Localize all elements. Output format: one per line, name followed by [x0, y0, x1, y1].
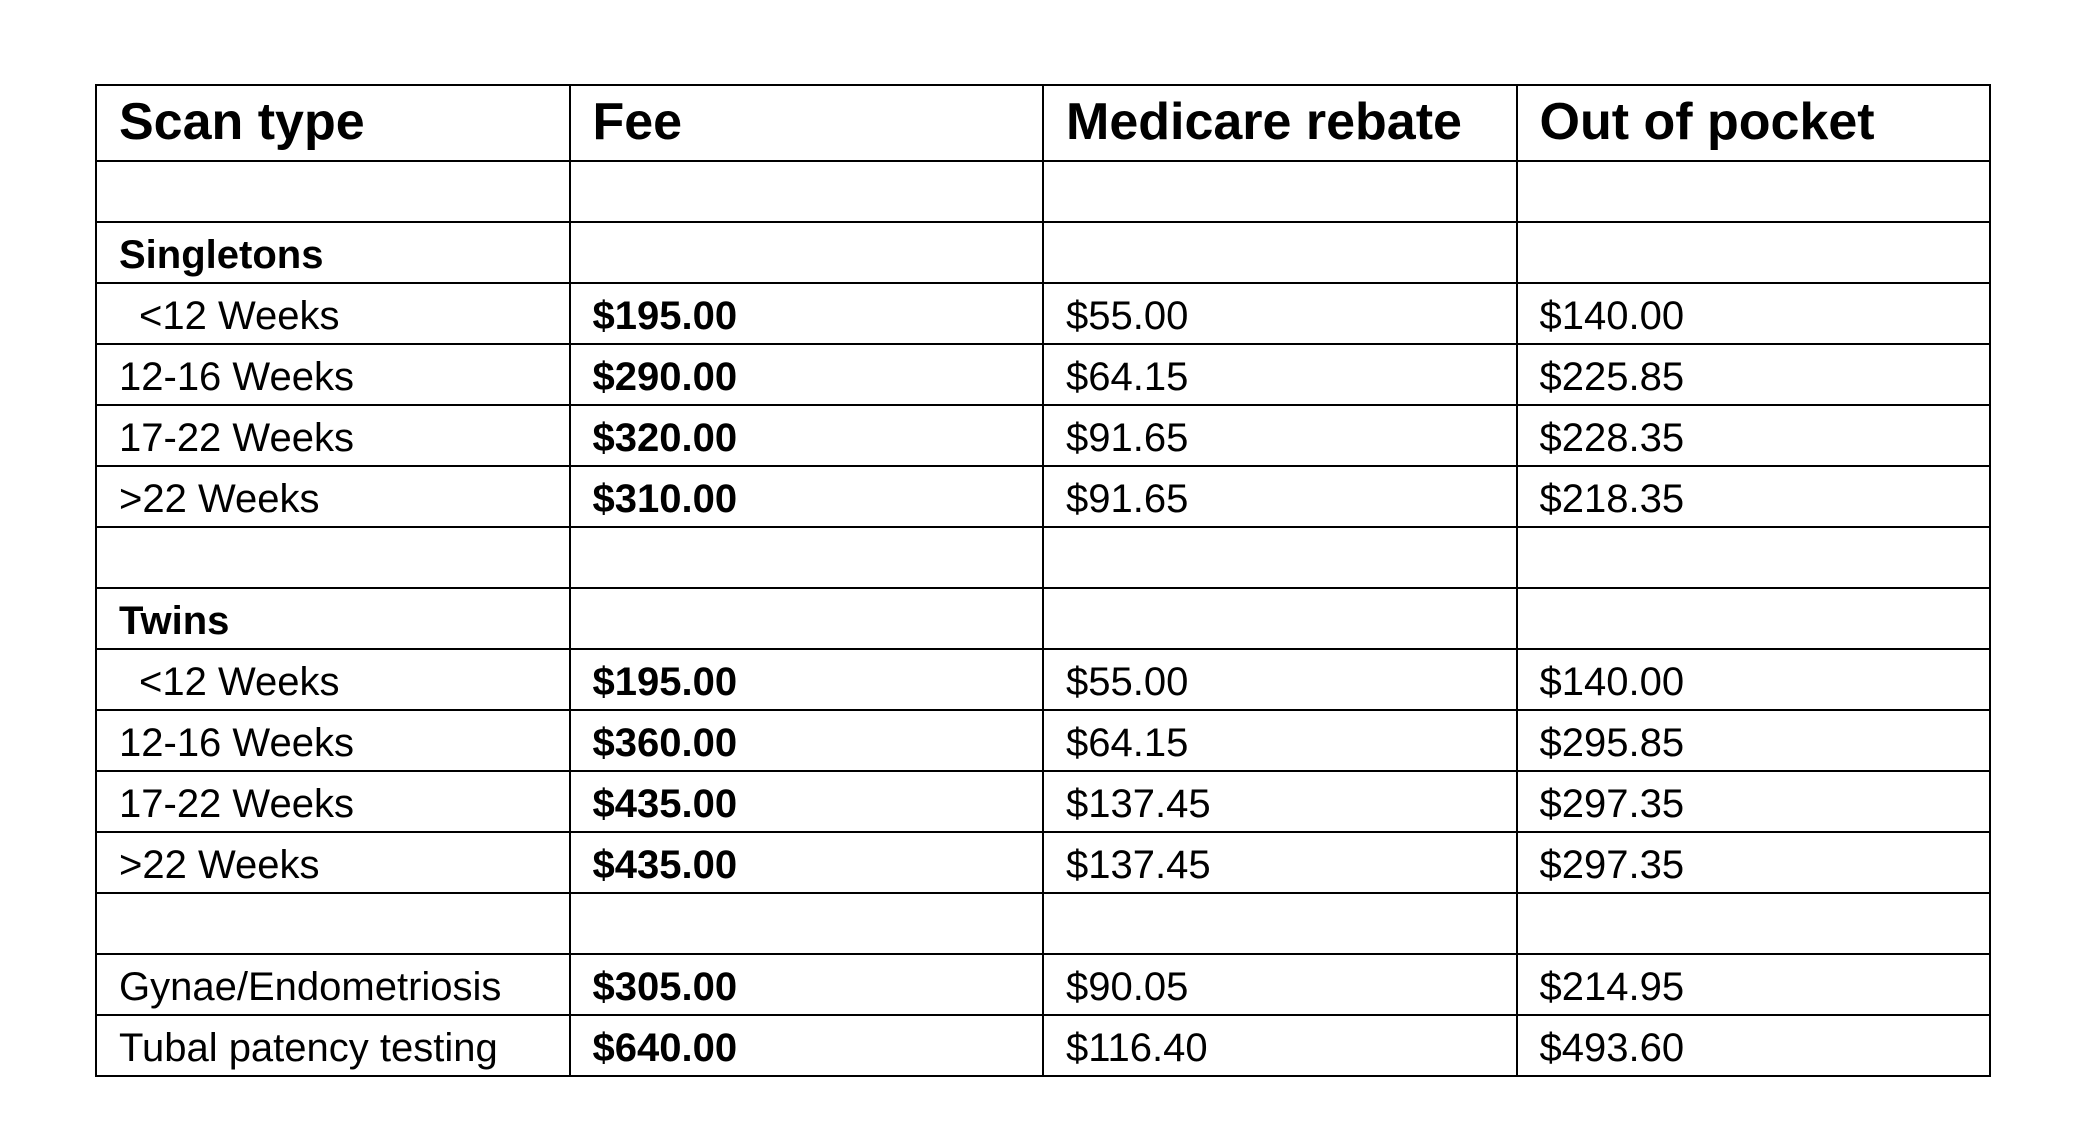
- header-row: [96, 85, 1990, 161]
- header-fee: Fee: [570, 85, 1044, 161]
- header-medicare-rebate: Medicare rebate: [1043, 85, 1517, 161]
- scan-type-cell: <12 Weeks: [96, 283, 570, 344]
- out-of-pocket-cell: [1517, 222, 1991, 283]
- section-row: [96, 222, 1990, 283]
- fee-cell: [570, 893, 1044, 954]
- blank-row: [96, 527, 1990, 588]
- table-header: [96, 85, 1990, 161]
- fee-cell: $435.00: [570, 771, 1044, 832]
- out-of-pocket-cell: $297.35: [1517, 832, 1991, 893]
- table-body: [96, 161, 1990, 1076]
- medicare-rebate-cell: [1043, 222, 1517, 283]
- scan-type-cell: >22 Weeks: [96, 466, 570, 527]
- scan-type-cell: >22 Weeks: [96, 832, 570, 893]
- fee-cell: $320.00: [570, 405, 1044, 466]
- fee-cell: $305.00: [570, 954, 1044, 1015]
- out-of-pocket-cell: $297.35: [1517, 771, 1991, 832]
- header-out-of-pocket: Out of pocket: [1517, 85, 1991, 161]
- table-row: [96, 283, 1990, 344]
- fee-cell: $435.00: [570, 832, 1044, 893]
- scan-type-cell: [96, 893, 570, 954]
- table-row: [96, 954, 1990, 1015]
- medicare-rebate-cell: $91.65: [1043, 405, 1517, 466]
- fee-cell: $290.00: [570, 344, 1044, 405]
- out-of-pocket-cell: [1517, 588, 1991, 649]
- blank-row: [96, 161, 1990, 222]
- medicare-rebate-cell: $55.00: [1043, 283, 1517, 344]
- table-row: [96, 710, 1990, 771]
- medicare-rebate-cell: $116.40: [1043, 1015, 1517, 1076]
- scan-type-cell: 17-22 Weeks: [96, 405, 570, 466]
- fee-cell: [570, 161, 1044, 222]
- scan-type-cell: Twins: [96, 588, 570, 649]
- out-of-pocket-cell: $228.35: [1517, 405, 1991, 466]
- scan-type-cell: [96, 161, 570, 222]
- medicare-rebate-cell: [1043, 893, 1517, 954]
- table-row: [96, 771, 1990, 832]
- out-of-pocket-cell: [1517, 527, 1991, 588]
- blank-row: [96, 893, 1990, 954]
- out-of-pocket-cell: $295.85: [1517, 710, 1991, 771]
- medicare-rebate-cell: [1043, 588, 1517, 649]
- scan-type-cell: Tubal patency testing: [96, 1015, 570, 1076]
- fee-cell: $640.00: [570, 1015, 1044, 1076]
- scan-type-cell: 12-16 Weeks: [96, 344, 570, 405]
- out-of-pocket-cell: $218.35: [1517, 466, 1991, 527]
- table-row: [96, 649, 1990, 710]
- medicare-rebate-cell: [1043, 527, 1517, 588]
- out-of-pocket-cell: $140.00: [1517, 649, 1991, 710]
- medicare-rebate-cell: $90.05: [1043, 954, 1517, 1015]
- fee-cell: [570, 588, 1044, 649]
- scan-type-cell: Singletons: [96, 222, 570, 283]
- medicare-rebate-cell: $137.45: [1043, 832, 1517, 893]
- fee-cell: [570, 222, 1044, 283]
- section-row: [96, 588, 1990, 649]
- fee-table: [95, 84, 1991, 1077]
- medicare-rebate-cell: $64.15: [1043, 710, 1517, 771]
- medicare-rebate-cell: [1043, 161, 1517, 222]
- table-row: [96, 344, 1990, 405]
- scan-type-cell: 12-16 Weeks: [96, 710, 570, 771]
- table-row: [96, 466, 1990, 527]
- out-of-pocket-cell: [1517, 893, 1991, 954]
- out-of-pocket-cell: $225.85: [1517, 344, 1991, 405]
- scan-type-cell: <12 Weeks: [96, 649, 570, 710]
- scan-type-cell: [96, 527, 570, 588]
- medicare-rebate-cell: $64.15: [1043, 344, 1517, 405]
- fee-cell: [570, 527, 1044, 588]
- fee-cell: $310.00: [570, 466, 1044, 527]
- scan-type-cell: 17-22 Weeks: [96, 771, 570, 832]
- fee-cell: $195.00: [570, 283, 1044, 344]
- out-of-pocket-cell: $214.95: [1517, 954, 1991, 1015]
- scan-type-cell: Gynae/Endometriosis: [96, 954, 570, 1015]
- table-row: [96, 832, 1990, 893]
- medicare-rebate-cell: $137.45: [1043, 771, 1517, 832]
- fee-cell: $360.00: [570, 710, 1044, 771]
- table-row: [96, 1015, 1990, 1076]
- out-of-pocket-cell: $140.00: [1517, 283, 1991, 344]
- out-of-pocket-cell: [1517, 161, 1991, 222]
- fee-cell: $195.00: [570, 649, 1044, 710]
- table-row: [96, 405, 1990, 466]
- out-of-pocket-cell: $493.60: [1517, 1015, 1991, 1076]
- medicare-rebate-cell: $91.65: [1043, 466, 1517, 527]
- header-scan-type: Scan type: [96, 85, 570, 161]
- medicare-rebate-cell: $55.00: [1043, 649, 1517, 710]
